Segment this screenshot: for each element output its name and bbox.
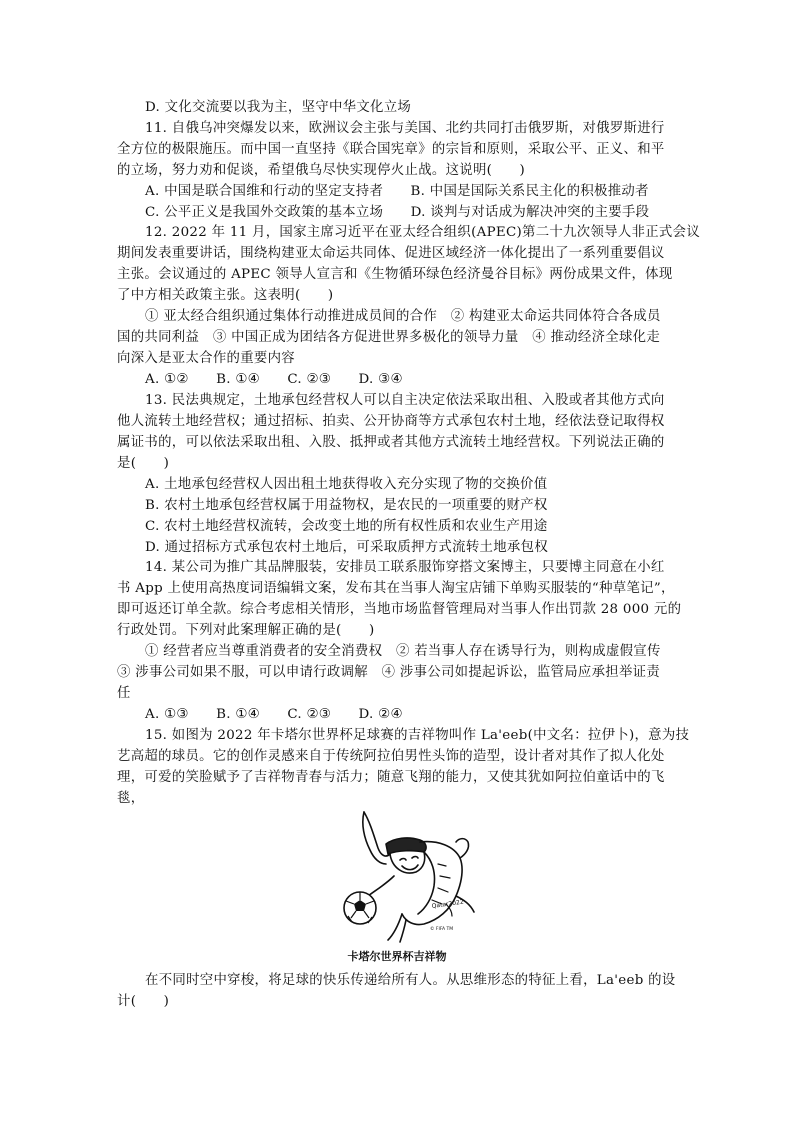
q12-stem-line-1: 12. 2022 年 11 月，国家主席习近平在亚太经合组织(APEC)第二十九次领导人非正式会议 (145, 225, 701, 240)
q15-stem-line-2: 艺高超的球员。它的创作灵感来自于传统阿拉伯男性头饰的造型，设计者对其作了拟人化处 (117, 749, 665, 764)
q15-stem-line-1: 15. 如图为 2022 年卡塔尔世界杯足球赛的吉祥物叫作 La'eeb(中文名：拉伊卜)，意为技 (145, 728, 690, 743)
q14-stem-line-1: 14. 某公司为推广其品牌服装，安排员工联系服饰穿搭文案博主，只要博主同意在小红 (145, 560, 665, 575)
q14-options: A. ①③ B. ①④ C. ②③ D. ②④ (145, 707, 403, 722)
q15-stem-line-6: 计( ) (117, 994, 170, 1009)
q11-options-cd: C. 公平正义是我国外交政策的基本立场 D. 谈判与对话成为解决冲突的主要手段 (145, 205, 650, 220)
q12-stem-line-4: 了中方相关政策主张。这表明( ) (117, 288, 334, 303)
q10-option-d: D. 文化交流要以我为主，坚守中华文化立场 (145, 100, 412, 115)
q12-stem-line-2: 期间发表重要讲话，围绕构建亚太命运共同体、促进区域经济一体化提出了一系列重要倡议 (117, 246, 665, 261)
q11-options-ab: A. 中国是联合国维和行动的坚定支持者 B. 中国是国际关系民主化的积极推动者 (145, 184, 649, 199)
q15-stem-line-3: 理，可爱的笑脸赋予了吉祥物青春与活力；随意飞翔的能力，又使其犹如阿拉伯童话中的飞 (117, 770, 665, 785)
q12-statements-line-3: 向深入是亚太合作的重要内容 (117, 351, 295, 366)
figure-caption: 卡塔尔世界杯吉祥物 (347, 950, 447, 963)
q13-option-c: C. 农村土地经营权流转，会改变土地的所有权性质和农业生产用途 (145, 519, 548, 534)
q14-stem-line-2: 书 App 上使用高热度词语编辑文案，发布其在当事人淘宝店铺下单购买服装的“种草笔记”， (117, 581, 675, 596)
q14-statements-line-1: ① 经营者应当尊重消费者的安全消费权 ② 若当事人存在诱导行为，则构成虚假宣传 (145, 644, 661, 659)
q13-stem-line-2: 他人流转土地经营权；通过招标、拍卖、公开协商等方式承包农村土地，经依法登记取得权 (117, 414, 665, 429)
q13-option-b: B. 农村土地承包经营权属于用益物权，是农民的一项重要的财产权 (145, 498, 548, 513)
q13-stem-line-4: 是( ) (117, 456, 170, 471)
q11-stem-line-1: 11. 自俄乌冲突爆发以来，欧洲议会主张与美国、北约共同打击俄罗斯，对俄罗斯进行 (145, 121, 665, 136)
q14-stem-line-4: 行政处罚。下列对此案理解正确的是( ) (117, 623, 375, 638)
q12-statements-line-1: ① 亚太经合组织通过集体行动推进成员间的合作 ② 构建亚太命运共同体符合各成员 (145, 309, 661, 324)
q14-stem-line-3: 即可返还订单全款。综合考虑相关情形，当地市场监督管理局对当事人作出罚款 28 000 元的 (117, 602, 682, 617)
q15-stem-line-5: 在不同时空中穿梭，将足球的快乐传递给所有人。从思维形态的特征上看，La'eeb 的设 (145, 973, 676, 988)
mascot-figure (334, 804, 484, 944)
q12-statements-line-2: 国的共同利益 ③ 中国正成为团结各方促进世界多极化的领导力量 ④ 推动经济全球化走 (117, 330, 661, 345)
q11-stem-line-3: 的立场，努力劝和促谈，希望俄乌尽快实现停火止战。这说明( ) (117, 163, 526, 178)
q12-options: A. ①② B. ①④ C. ②③ D. ③④ (145, 372, 403, 387)
q13-option-a: A. 土地承包经营权人因出租土地获得收入充分实现了物的交换价值 (145, 477, 548, 492)
svg-text:© FIFA TM: © FIFA TM (430, 927, 454, 932)
q14-statements-line-3: 任 (117, 686, 131, 701)
svg-text:Qatar2022: Qatar2022 (431, 898, 465, 910)
q12-stem-line-3: 主张。会议通过的 APEC 领导人宣言和《生物循环绿色经济曼谷目标》两份成果文件，体现 (117, 267, 673, 282)
q13-option-d: D. 通过招标方式承包农村土地后，可采取质押方式流转土地承包权 (145, 540, 549, 555)
q14-statements-line-2: ③ 涉事公司如果不服，可以申请行政调解 ④ 涉事公司如提起诉讼，监管局应承担举证责 (117, 665, 661, 680)
q11-stem-line-2: 全方位的极限施压。而中国一直坚持《联合国宪章》的宗旨和原则，采取公平、正义、和平 (117, 142, 665, 157)
q15-stem-line-4: 毯， (117, 791, 145, 806)
q13-stem-line-1: 13. 民法典规定，土地承包经营权人可以自主决定依法采取出租、入股或者其他方式向 (145, 393, 665, 408)
mascot-illustration (334, 804, 484, 944)
soccer-ball-icon (344, 892, 376, 924)
q13-stem-line-3: 属证书的，可以依法采取出租、入股、抵押或者其他方式流转土地经营权。下列说法正确的 (117, 435, 665, 450)
